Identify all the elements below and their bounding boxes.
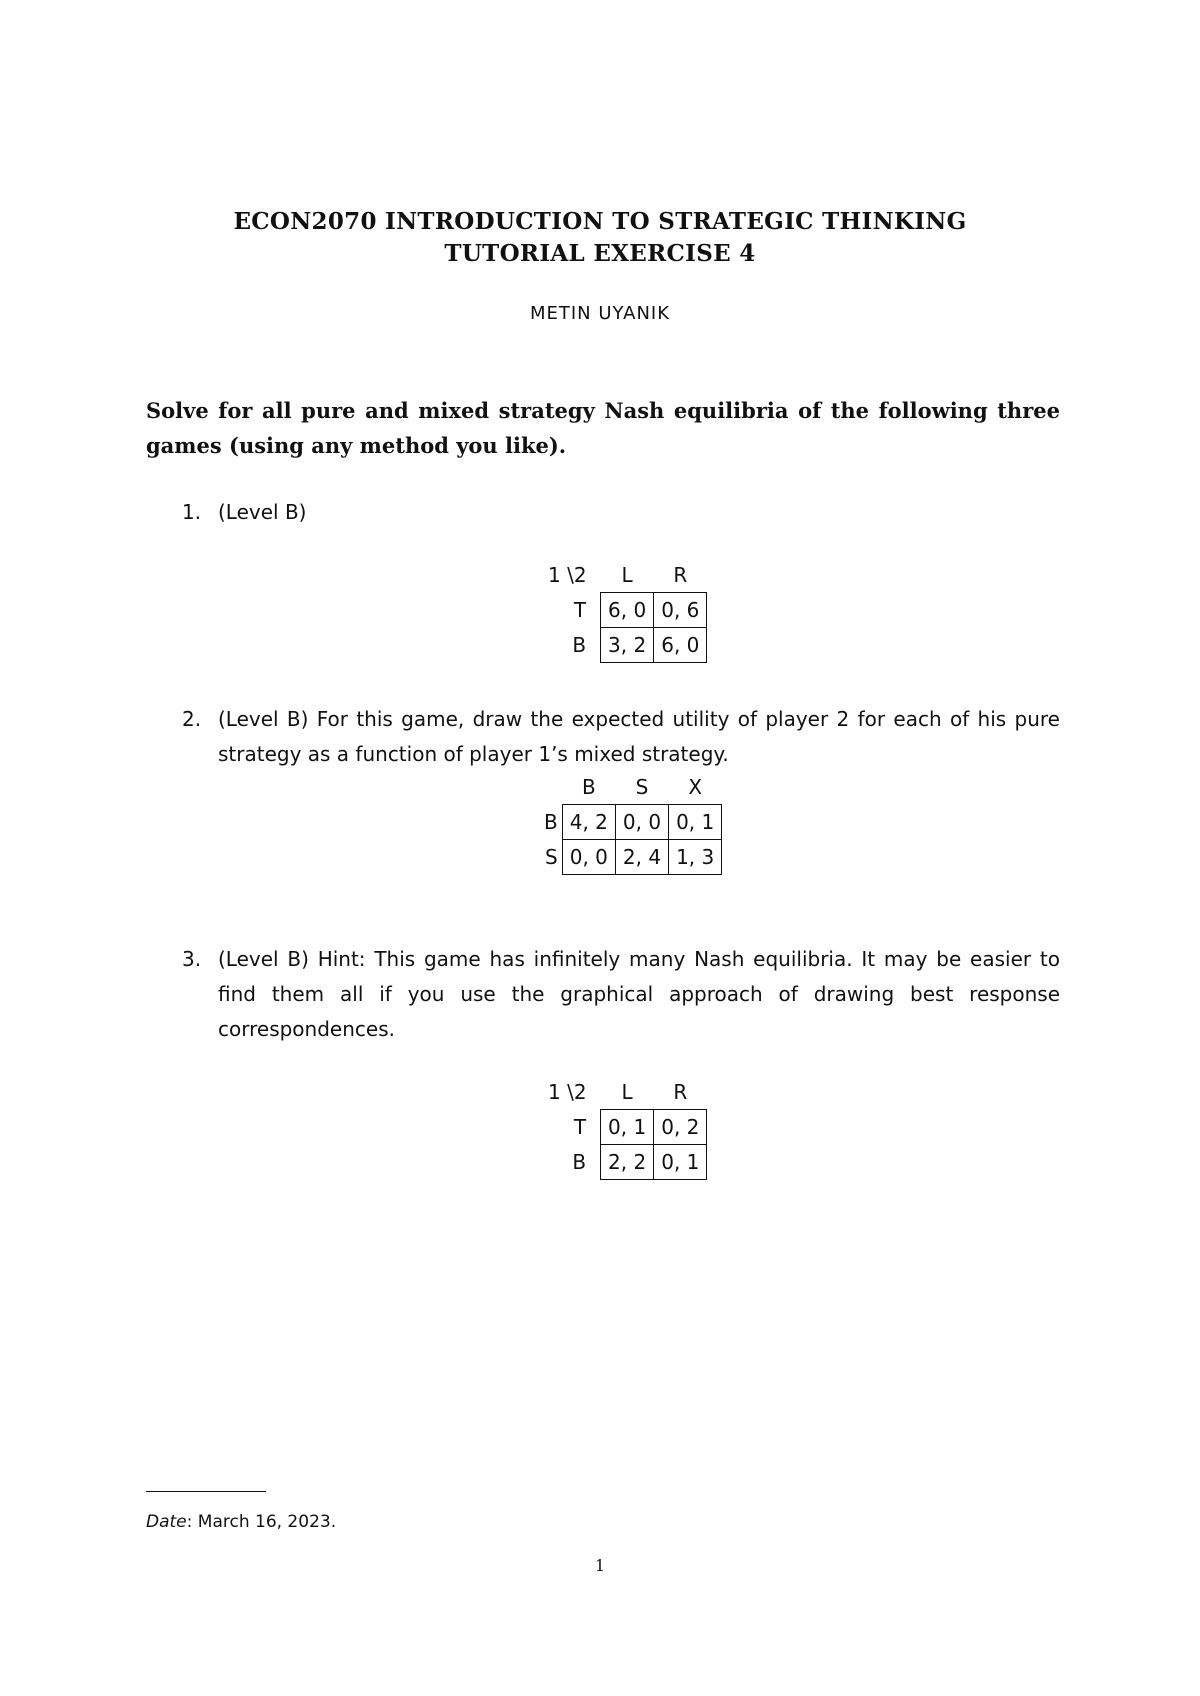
- column-header: L: [621, 563, 633, 587]
- instruction-text: Solve for all pure and mixed strategy Nash equilibria of the following three games (using any method you like).: [146, 398, 1060, 458]
- column-header: X: [688, 775, 703, 799]
- game-matrix-1: [540, 558, 707, 663]
- question-text: (Level B) Hint: This game has infinitely many Nash equilibria. It may be easier to find them all if you use the graphical approach of drawing best response correspondences.: [218, 947, 1060, 1041]
- payoff-cell: 0, 1: [669, 805, 722, 840]
- payoff-cell: 0, 6: [654, 593, 707, 628]
- payoff-cell: 4, 2: [562, 805, 615, 840]
- question-text: (Level B): [218, 500, 307, 524]
- matrix-corner-label: 1 \2: [548, 563, 587, 588]
- column-header: R: [673, 1080, 688, 1104]
- course-title: ECON2070 INTRODUCTION TO STRATEGIC THINKING: [233, 208, 967, 235]
- column-header: B: [581, 775, 596, 799]
- game-matrix-2: [536, 770, 722, 875]
- exercise-title: TUTORIAL EXERCISE 4: [444, 240, 756, 267]
- row-header: T: [573, 598, 587, 622]
- column-header: R: [673, 563, 688, 587]
- payoff-cell: 0, 2: [654, 1110, 707, 1145]
- payoff-cell: 3, 2: [601, 628, 654, 663]
- footnote-label: Date: [146, 1512, 187, 1532]
- author-name: METIN UYANIK: [529, 303, 671, 324]
- footnote-rule: [146, 1491, 266, 1492]
- payoff-cell: 0, 0: [562, 840, 615, 875]
- payoff-cell: 6, 0: [601, 593, 654, 628]
- column-header: L: [621, 1080, 633, 1104]
- row-header: B: [572, 633, 587, 657]
- row-header: B: [544, 810, 558, 834]
- footnote-value: : March 16, 2023.: [186, 1512, 337, 1532]
- payoff-cell: 1, 3: [669, 840, 722, 875]
- payoff-cell: 0, 0: [615, 805, 668, 840]
- question-number: 1.: [182, 500, 202, 524]
- row-header: B: [572, 1150, 587, 1174]
- payoff-cell: 2, 4: [615, 840, 668, 875]
- question-text: (Level B) For this game, draw the expected utility of player 2 for each of his pure strategy as a function of player 1’s mixed strategy.: [218, 707, 1060, 766]
- payoff-cell: 0, 1: [654, 1145, 707, 1180]
- payoff-cell: 6, 0: [654, 628, 707, 663]
- payoff-cell: 2, 2: [601, 1145, 654, 1180]
- question-number: 3.: [182, 947, 202, 971]
- matrix-corner-label: [536, 770, 562, 805]
- row-header: S: [545, 845, 558, 869]
- game-matrix-3: [540, 1075, 707, 1180]
- footnote-date: [146, 1512, 336, 1532]
- page-number: 1: [594, 1556, 606, 1575]
- question-number: 2.: [182, 707, 202, 731]
- matrix-corner-label: 1 \2: [548, 1080, 587, 1105]
- column-header: S: [635, 775, 649, 799]
- row-header: T: [573, 1115, 587, 1139]
- payoff-cell: 0, 1: [601, 1110, 654, 1145]
